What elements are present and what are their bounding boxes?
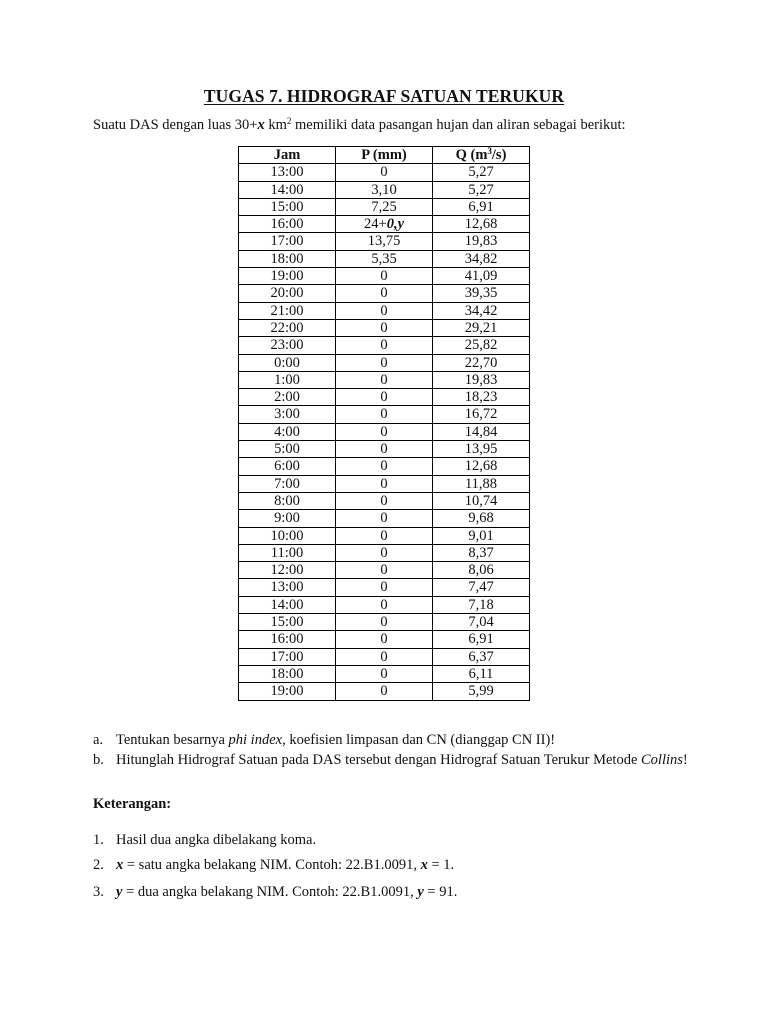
table-row [239,319,530,336]
cell-jam: 13:00 [239,164,336,181]
note-number: 3. [93,884,104,900]
note-variable: x [116,857,124,873]
table-row [239,683,530,700]
cell-p-variable: 0,y [386,216,404,233]
data-table [238,146,530,701]
note-variable: x [420,857,428,873]
cell-jam: 10:00 [239,527,336,544]
cell-p: 0 [336,492,433,509]
cell-jam: 1:00 [239,371,336,388]
table-row [239,337,530,354]
task-text [116,730,693,750]
intro-unit-exponent: 2 [286,116,292,126]
task-text-italic: Collins [641,752,683,768]
cell-jam: 23:00 [239,337,336,354]
header-q-suffix: /s) [491,147,507,163]
task-text-part: ! [682,752,688,768]
cell-q: 7,18 [433,596,530,613]
table-row [239,302,530,319]
task-text-italic: phi index [228,732,283,748]
cell-p: 0 [336,285,433,302]
cell-p: 0 [336,544,433,561]
cell-p: 0 [336,648,433,665]
cell-q: 6,91 [433,198,530,215]
task-item [93,730,693,750]
task-label: b. [93,752,104,768]
cell-p: 0 [336,406,433,423]
table-row [239,216,530,233]
table-row [239,596,530,613]
cell-p: 0 [336,579,433,596]
cell-q: 7,47 [433,579,530,596]
cell-jam: 18:00 [239,665,336,682]
cell-p: 0 [336,631,433,648]
cell-p: 0 [336,683,433,700]
header-q [433,147,530,164]
cell-q: 19,83 [433,233,530,250]
cell-p: 0 [336,389,433,406]
cell-jam: 16:00 [239,216,336,233]
cell-q: 6,11 [433,665,530,682]
cell-jam: 15:00 [239,614,336,631]
cell-p: 0 [336,268,433,285]
cell-q: 12,68 [433,216,530,233]
cell-jam: 18:00 [239,250,336,267]
cell-q: 34,42 [433,302,530,319]
cell-q: 6,91 [433,631,530,648]
cell-jam: 2:00 [239,389,336,406]
cell-q: 13,95 [433,441,530,458]
cell-q: 39,35 [433,285,530,302]
cell-q: 10,74 [433,492,530,509]
note-variable: y [417,884,424,900]
table-body [239,164,530,700]
note-number: 1. [93,832,104,848]
intro-unit: km [264,117,287,133]
table-row [239,665,530,682]
cell-q: 29,21 [433,319,530,336]
cell-jam: 16:00 [239,631,336,648]
cell-jam: 8:00 [239,492,336,509]
cell-q: 12,68 [433,458,530,475]
cell-jam: 7:00 [239,475,336,492]
cell-p: 0 [336,337,433,354]
cell-jam: 3:00 [239,406,336,423]
table-row [239,562,530,579]
cell-p: 0 [336,371,433,388]
cell-jam: 5:00 [239,441,336,458]
table-row [239,354,530,371]
note-text: = dua angka belakang NIM. Contoh: 22.B1.0091, [122,884,418,900]
notes-title: Keterangan: [93,796,172,812]
cell-q: 25,82 [433,337,530,354]
cell-p: 0 [336,475,433,492]
cell-jam: 13:00 [239,579,336,596]
cell-jam: 19:00 [239,268,336,285]
cell-q: 8,37 [433,544,530,561]
table-row [239,458,530,475]
cell-jam: 21:00 [239,302,336,319]
cell-p: 13,75 [336,233,433,250]
cell-p: 0 [336,354,433,371]
cell-p: 7,25 [336,198,433,215]
task-text-part: Tentukan besarnya [116,732,229,748]
cell-p: 3,10 [336,181,433,198]
cell-q: 18,23 [433,389,530,406]
table-row [239,250,530,267]
intro-var-x: x [257,117,265,133]
cell-jam: 20:00 [239,285,336,302]
cell-jam: 15:00 [239,198,336,215]
table-row [239,527,530,544]
note-item [93,884,457,901]
cell-jam: 17:00 [239,648,336,665]
cell-p: 0 [336,596,433,613]
header-jam: Jam [239,147,336,164]
cell-q: 7,04 [433,614,530,631]
header-q-prefix: Q (m [455,147,488,163]
table-row [239,233,530,250]
task-item [93,750,693,770]
cell-jam: 17:00 [239,233,336,250]
table-row [239,510,530,527]
cell-q: 5,99 [433,683,530,700]
table-row [239,423,530,440]
table-row [239,285,530,302]
cell-p: 0 [336,510,433,527]
table-row [239,389,530,406]
cell-p: 0 [336,665,433,682]
cell-jam: 14:00 [239,596,336,613]
cell-p: 0 [336,302,433,319]
table-row [239,268,530,285]
cell-q: 19,83 [433,371,530,388]
table-row [239,579,530,596]
table-row [239,181,530,198]
task-text [116,750,693,770]
task-text-part: , koefisien limpasan dan CN (dianggap CN II)! [282,732,556,748]
intro-paragraph [93,117,626,134]
table-row [239,648,530,665]
table-row [239,406,530,423]
cell-p: 0 [336,164,433,181]
cell-p: 0 [336,423,433,440]
cell-jam: 0:00 [239,354,336,371]
cell-p: 0 [336,319,433,336]
table-row [239,544,530,561]
table-header-row [239,147,530,164]
note-text: = satu angka belakang NIM. Contoh: 22.B1.0091, [123,857,421,873]
cell-p: 0 [336,614,433,631]
cell-q: 6,37 [433,648,530,665]
table-row [239,614,530,631]
cell-jam: 12:00 [239,562,336,579]
cell-p: 0 [336,441,433,458]
table-row [239,441,530,458]
note-text: Hasil dua angka dibelakang koma. [116,832,317,848]
note-text: = 91. [423,884,458,900]
note-variable: y [116,884,123,900]
cell-jam: 19:00 [239,683,336,700]
cell-p [336,216,433,233]
page-title: TUGAS 7. HIDROGRAF SATUAN TERUKUR [203,86,565,106]
table-row [239,475,530,492]
cell-jam: 4:00 [239,423,336,440]
header-q-exponent: 3 [487,146,492,156]
table-row [239,198,530,215]
cell-q: 34,82 [433,250,530,267]
table-row [239,164,530,181]
cell-p-base: 24+ [364,216,387,233]
intro-suffix: memiliki data pasangan hujan dan aliran sebagai berikut: [291,117,626,133]
cell-jam: 22:00 [239,319,336,336]
note-text: = 1. [427,857,455,873]
cell-q: 22,70 [433,354,530,371]
cell-q: 11,88 [433,475,530,492]
cell-p: 0 [336,527,433,544]
table-row [239,371,530,388]
cell-q: 9,68 [433,510,530,527]
note-item [93,832,316,849]
cell-q: 16,72 [433,406,530,423]
cell-q: 41,09 [433,268,530,285]
cell-q: 14,84 [433,423,530,440]
cell-q: 8,06 [433,562,530,579]
header-p: P (mm) [336,147,433,164]
task-label: a. [93,732,104,748]
cell-p: 0 [336,562,433,579]
cell-jam: 9:00 [239,510,336,527]
cell-q: 5,27 [433,164,530,181]
task-text-part: Hitunglah Hidrograf Satuan pada DAS tersebut dengan Hidrograf Satuan Terukur Metode [116,752,642,768]
cell-q: 5,27 [433,181,530,198]
cell-jam: 6:00 [239,458,336,475]
cell-jam: 11:00 [239,544,336,561]
task-list [93,730,693,770]
table-row [239,631,530,648]
note-number: 2. [93,857,104,873]
intro-prefix: Suatu DAS dengan luas 30+ [93,117,258,133]
cell-p: 0 [336,458,433,475]
cell-p: 5,35 [336,250,433,267]
cell-jam: 14:00 [239,181,336,198]
note-item [93,857,454,874]
cell-q: 9,01 [433,527,530,544]
table-row [239,492,530,509]
